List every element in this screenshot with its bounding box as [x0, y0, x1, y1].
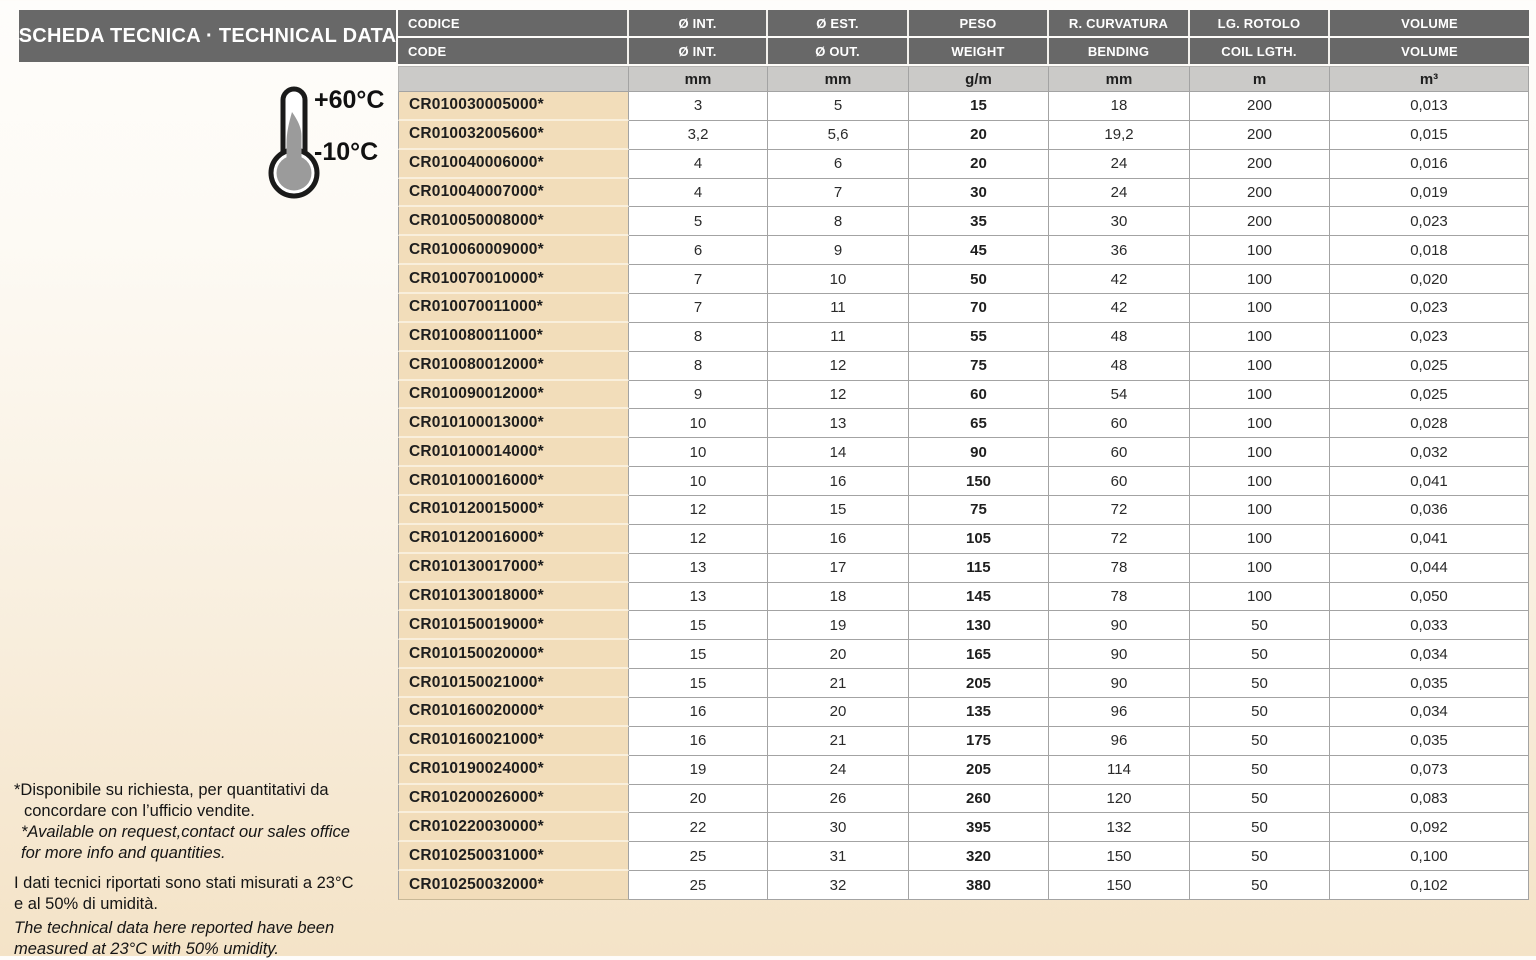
column-header-diam-int-en: Ø INT. [629, 38, 768, 64]
value-cell: 13 [629, 554, 768, 583]
value-cell: 15 [629, 640, 768, 669]
table-row [398, 179, 1529, 208]
value-cell: 115 [909, 554, 1049, 583]
value-cell: 114 [1049, 756, 1190, 785]
value-cell: 50 [1190, 669, 1330, 698]
code-cell: CR010130018000* [398, 583, 629, 612]
value-cell: 130 [909, 611, 1049, 640]
value-cell: 165 [909, 640, 1049, 669]
value-cell: 20 [768, 640, 909, 669]
value-cell: 0,023 [1330, 323, 1529, 352]
value-cell: 105 [909, 525, 1049, 554]
value-cell: 12 [768, 381, 909, 410]
column-header-diam-int-it: Ø INT. [629, 10, 768, 36]
code-cell: CR010250031000* [398, 842, 629, 871]
code-cell: CR010250032000* [398, 871, 629, 900]
value-cell: 25 [629, 871, 768, 900]
value-cell: 0,036 [1330, 496, 1529, 525]
value-cell: 150 [1049, 842, 1190, 871]
value-cell: 50 [909, 265, 1049, 294]
value-cell: 36 [1049, 236, 1190, 265]
value-cell: 7 [629, 265, 768, 294]
code-cell: CR010150020000* [398, 640, 629, 669]
code-cell: CR010100013000* [398, 409, 629, 438]
code-cell: CR010220030000* [398, 813, 629, 842]
code-cell: CR010150021000* [398, 669, 629, 698]
value-cell: 5 [768, 92, 909, 121]
code-cell: CR010120015000* [398, 496, 629, 525]
value-cell: 96 [1049, 698, 1190, 727]
value-cell: 0,034 [1330, 640, 1529, 669]
value-cell: 19 [629, 756, 768, 785]
value-cell: 100 [1190, 236, 1330, 265]
value-cell: 3 [629, 92, 768, 121]
column-header-weight: WEIGHT [909, 38, 1049, 64]
value-cell: 100 [1190, 438, 1330, 467]
code-cell: CR010130017000* [398, 554, 629, 583]
value-cell: 0,023 [1330, 207, 1529, 236]
table-row [398, 785, 1529, 814]
value-cell: 30 [768, 813, 909, 842]
table-row [398, 611, 1529, 640]
value-cell: 100 [1190, 265, 1330, 294]
value-cell: 35 [909, 207, 1049, 236]
value-cell: 13 [629, 583, 768, 612]
column-header-bending: BENDING [1049, 38, 1190, 64]
temp-max-label: +60°C [314, 86, 385, 114]
value-cell: 8 [629, 352, 768, 381]
table-row [398, 381, 1529, 410]
value-cell: 25 [629, 842, 768, 871]
value-cell: 0,092 [1330, 813, 1529, 842]
value-cell: 7 [629, 294, 768, 323]
value-cell: 145 [909, 583, 1049, 612]
value-cell: 200 [1190, 207, 1330, 236]
value-cell: 0,023 [1330, 294, 1529, 323]
value-cell: 0,019 [1330, 179, 1529, 208]
value-cell: 100 [1190, 294, 1330, 323]
value-cell: 18 [1049, 92, 1190, 121]
value-cell: 24 [768, 756, 909, 785]
unit-cell-mm-bend: mm [1049, 66, 1190, 92]
unit-cell-empty [398, 66, 629, 92]
value-cell: 70 [909, 294, 1049, 323]
code-cell: CR010040007000* [398, 179, 629, 208]
value-cell: 0,028 [1330, 409, 1529, 438]
footnote-text: The technical data here reported have been [14, 919, 335, 937]
value-cell: 16 [629, 698, 768, 727]
value-cell: 100 [1190, 583, 1330, 612]
value-cell: 5 [629, 207, 768, 236]
value-cell: 0,033 [1330, 611, 1529, 640]
column-header-rotolo: LG. ROTOLO [1190, 10, 1330, 36]
column-header-volume-it: VOLUME [1330, 10, 1529, 36]
table-row [398, 727, 1529, 756]
value-cell: 19 [768, 611, 909, 640]
value-cell: 10 [629, 438, 768, 467]
value-cell: 100 [1190, 525, 1330, 554]
value-cell: 11 [768, 294, 909, 323]
value-cell: 78 [1049, 583, 1190, 612]
value-cell: 100 [1190, 467, 1330, 496]
code-cell: CR010160021000* [398, 727, 629, 756]
code-cell: CR010100016000* [398, 467, 629, 496]
value-cell: 200 [1190, 150, 1330, 179]
value-cell: 15 [629, 669, 768, 698]
value-cell: 50 [1190, 727, 1330, 756]
table-row [398, 150, 1529, 179]
value-cell: 50 [1190, 871, 1330, 900]
footnote-measurement [14, 873, 434, 960]
value-cell: 21 [768, 727, 909, 756]
value-cell: 0,044 [1330, 554, 1529, 583]
value-cell: 100 [1190, 554, 1330, 583]
footnote-text: for more info and quantities. [21, 844, 226, 862]
page-title: SCHEDA TECNICA · TECHNICAL DATA [18, 24, 397, 47]
table-row [398, 871, 1529, 900]
value-cell: 395 [909, 813, 1049, 842]
value-cell: 75 [909, 496, 1049, 525]
column-header-code: CODE [398, 38, 629, 64]
value-cell: 320 [909, 842, 1049, 871]
value-cell: 7 [768, 179, 909, 208]
value-cell: 100 [1190, 381, 1330, 410]
column-header-volume-en: VOLUME [1330, 38, 1529, 64]
value-cell: 132 [1049, 813, 1190, 842]
table-row [398, 121, 1529, 150]
table-row [398, 352, 1529, 381]
value-cell: 0,020 [1330, 265, 1529, 294]
value-cell: 9 [768, 236, 909, 265]
value-cell: 16 [768, 525, 909, 554]
value-cell: 3,2 [629, 121, 768, 150]
code-cell: CR010090012000* [398, 381, 629, 410]
value-cell: 100 [1190, 352, 1330, 381]
value-cell: 10 [768, 265, 909, 294]
value-cell: 65 [909, 409, 1049, 438]
table-row [398, 698, 1529, 727]
code-cell: CR010070010000* [398, 265, 629, 294]
value-cell: 8 [629, 323, 768, 352]
value-cell: 0,016 [1330, 150, 1529, 179]
code-cell: CR010190024000* [398, 756, 629, 785]
column-header-diam-est-it: Ø EST. [768, 10, 909, 36]
footnote-text: e al 50% di umidità. [14, 895, 158, 913]
value-cell: 200 [1190, 179, 1330, 208]
footnote-text: I dati tecnici riportati sono stati misurati a 23°C [14, 874, 354, 892]
value-cell: 90 [909, 438, 1049, 467]
value-cell: 24 [1049, 179, 1190, 208]
value-cell: 0,073 [1330, 756, 1529, 785]
column-header-peso: PESO [909, 10, 1049, 36]
temperature-range [266, 84, 396, 204]
table-row [398, 236, 1529, 265]
value-cell: 200 [1190, 121, 1330, 150]
value-cell: 15 [909, 92, 1049, 121]
value-cell: 175 [909, 727, 1049, 756]
value-cell: 17 [768, 554, 909, 583]
value-cell: 0,035 [1330, 727, 1529, 756]
value-cell: 50 [1190, 698, 1330, 727]
table-row [398, 207, 1529, 236]
value-cell: 380 [909, 871, 1049, 900]
value-cell: 60 [1049, 467, 1190, 496]
value-cell: 50 [1190, 813, 1330, 842]
value-cell: 100 [1190, 496, 1330, 525]
unit-cell-mm-int: mm [629, 66, 768, 92]
value-cell: 20 [768, 698, 909, 727]
footnotes [14, 780, 434, 960]
value-cell: 16 [768, 467, 909, 496]
value-cell: 22 [629, 813, 768, 842]
value-cell: 0,083 [1330, 785, 1529, 814]
value-cell: 42 [1049, 294, 1190, 323]
value-cell: 0,041 [1330, 525, 1529, 554]
value-cell: 90 [1049, 640, 1190, 669]
table-row [398, 265, 1529, 294]
value-cell: 0,032 [1330, 438, 1529, 467]
value-cell: 60 [1049, 438, 1190, 467]
table-row [398, 294, 1529, 323]
technical-data-table [398, 10, 1529, 900]
value-cell: 10 [629, 409, 768, 438]
value-cell: 55 [909, 323, 1049, 352]
code-cell: CR010080011000* [398, 323, 629, 352]
value-cell: 26 [768, 785, 909, 814]
value-cell: 42 [1049, 265, 1190, 294]
value-cell: 21 [768, 669, 909, 698]
table-row [398, 640, 1529, 669]
value-cell: 11 [768, 323, 909, 352]
value-cell: 0,102 [1330, 871, 1529, 900]
unit-cell-mm-est: mm [768, 66, 909, 92]
table-row [398, 554, 1529, 583]
value-cell: 12 [768, 352, 909, 381]
value-cell: 16 [629, 727, 768, 756]
table-row [398, 756, 1529, 785]
footnote-text: *Disponibile su richiesta, per quantitativi da [14, 781, 329, 799]
value-cell: 0,015 [1330, 121, 1529, 150]
table-header-row-en [398, 38, 1529, 64]
value-cell: 75 [909, 352, 1049, 381]
value-cell: 20 [909, 150, 1049, 179]
table-header-row-it [398, 10, 1529, 36]
footnote-text: concordare con l’ufficio vendite. [24, 802, 255, 820]
code-cell: CR010032005600* [398, 121, 629, 150]
value-cell: 10 [629, 467, 768, 496]
value-cell: 12 [629, 496, 768, 525]
value-cell: 48 [1049, 323, 1190, 352]
code-cell: CR010120016000* [398, 525, 629, 554]
code-cell: CR010160020000* [398, 698, 629, 727]
value-cell: 205 [909, 669, 1049, 698]
code-cell: CR010030005000* [398, 92, 629, 121]
value-cell: 72 [1049, 525, 1190, 554]
table-units-row [398, 66, 1529, 92]
temp-min-label: -10°C [314, 138, 379, 166]
value-cell: 120 [1049, 785, 1190, 814]
value-cell: 30 [909, 179, 1049, 208]
value-cell: 72 [1049, 496, 1190, 525]
value-cell: 31 [768, 842, 909, 871]
value-cell: 4 [629, 179, 768, 208]
value-cell: 50 [1190, 756, 1330, 785]
code-cell: CR010100014000* [398, 438, 629, 467]
value-cell: 0,013 [1330, 92, 1529, 121]
value-cell: 78 [1049, 554, 1190, 583]
value-cell: 18 [768, 583, 909, 612]
unit-cell-gm: g/m [909, 66, 1049, 92]
footnote-text: *Available on request,contact our sales office [21, 823, 350, 841]
code-cell: CR010150019000* [398, 611, 629, 640]
code-cell: CR010070011000* [398, 294, 629, 323]
page-title-bar [19, 10, 396, 62]
value-cell: 60 [909, 381, 1049, 410]
value-cell: 50 [1190, 611, 1330, 640]
value-cell: 205 [909, 756, 1049, 785]
value-cell: 50 [1190, 640, 1330, 669]
footnote-text: measured at 23°C with 50% umidity. [14, 940, 279, 958]
value-cell: 48 [1049, 352, 1190, 381]
code-cell: CR010200026000* [398, 785, 629, 814]
table-row [398, 583, 1529, 612]
value-cell: 0,034 [1330, 698, 1529, 727]
value-cell: 50 [1190, 785, 1330, 814]
value-cell: 15 [629, 611, 768, 640]
value-cell: 96 [1049, 727, 1190, 756]
value-cell: 50 [1190, 842, 1330, 871]
value-cell: 0,018 [1330, 236, 1529, 265]
table-row [398, 409, 1529, 438]
table-row [398, 323, 1529, 352]
value-cell: 30 [1049, 207, 1190, 236]
table-row [398, 467, 1529, 496]
value-cell: 6 [629, 236, 768, 265]
value-cell: 12 [629, 525, 768, 554]
table-row [398, 813, 1529, 842]
value-cell: 0,050 [1330, 583, 1529, 612]
value-cell: 90 [1049, 669, 1190, 698]
table-row [398, 669, 1529, 698]
value-cell: 14 [768, 438, 909, 467]
table-row [398, 92, 1529, 121]
table-row [398, 496, 1529, 525]
value-cell: 54 [1049, 381, 1190, 410]
value-cell: 0,100 [1330, 842, 1529, 871]
value-cell: 19,2 [1049, 121, 1190, 150]
value-cell: 4 [629, 150, 768, 179]
value-cell: 8 [768, 207, 909, 236]
value-cell: 32 [768, 871, 909, 900]
footnote-availability [14, 780, 434, 864]
value-cell: 0,035 [1330, 669, 1529, 698]
value-cell: 150 [909, 467, 1049, 496]
table-row [398, 842, 1529, 871]
value-cell: 20 [629, 785, 768, 814]
value-cell: 9 [629, 381, 768, 410]
value-cell: 0,025 [1330, 352, 1529, 381]
column-header-diam-out-en: Ø OUT. [768, 38, 909, 64]
code-cell: CR010050008000* [398, 207, 629, 236]
value-cell: 200 [1190, 92, 1330, 121]
value-cell: 15 [768, 496, 909, 525]
value-cell: 260 [909, 785, 1049, 814]
value-cell: 100 [1190, 409, 1330, 438]
value-cell: 6 [768, 150, 909, 179]
value-cell: 0,041 [1330, 467, 1529, 496]
value-cell: 100 [1190, 323, 1330, 352]
value-cell: 150 [1049, 871, 1190, 900]
column-header-curvatura: R. CURVATURA [1049, 10, 1190, 36]
table-row [398, 438, 1529, 467]
value-cell: 5,6 [768, 121, 909, 150]
value-cell: 135 [909, 698, 1049, 727]
code-cell: CR010060009000* [398, 236, 629, 265]
unit-cell-m3: m³ [1330, 66, 1529, 92]
value-cell: 60 [1049, 409, 1190, 438]
column-header-codice: CODICE [398, 10, 629, 36]
unit-cell-m: m [1190, 66, 1330, 92]
value-cell: 13 [768, 409, 909, 438]
column-header-coil-length: COIL LGTH. [1190, 38, 1330, 64]
table-body [398, 92, 1529, 900]
table-row [398, 525, 1529, 554]
value-cell: 45 [909, 236, 1049, 265]
code-cell: CR010040006000* [398, 150, 629, 179]
value-cell: 0,025 [1330, 381, 1529, 410]
code-cell: CR010080012000* [398, 352, 629, 381]
value-cell: 20 [909, 121, 1049, 150]
value-cell: 24 [1049, 150, 1190, 179]
value-cell: 90 [1049, 611, 1190, 640]
